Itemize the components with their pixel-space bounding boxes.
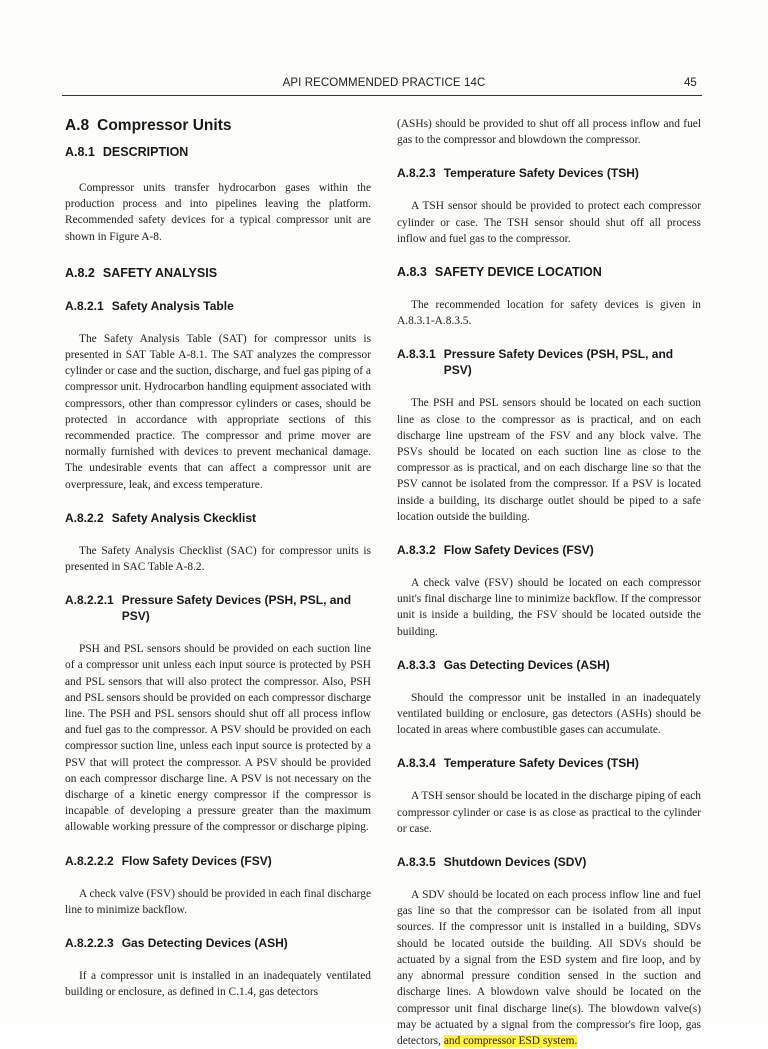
section-heading-a81 — [65, 144, 371, 160]
section-title: SAFETY DEVICE LOCATION — [434, 265, 602, 280]
paragraph-a835-text: A SDV should be located on each process inflow line and fuel gas line so that the compressor can be isolated from all input sources. If the compressor unit is installed in a building, SDVs should be located outside the building. All SDVs should be actuated by a signal from the ESD system and fire loop, and by any abnormal pressure condition sensed in the suction and discharge lines. A blowdown valve should be located on the compressor unit final discharge line(s). The blowdown valve(s) may be actuated by a signal from the compressor's fire loop, gas detectors, — [397, 889, 701, 1047]
paragraph-a8222: A check valve (FSV) should be provided in each final discharge line to minimize backflow. — [65, 887, 371, 916]
section-number: A.8.3.4 — [397, 756, 436, 771]
section-number: A.8.2 — [65, 265, 95, 280]
section-number: A.8.2.2.2 — [65, 853, 114, 868]
paragraph-a8221: PSH and PSL sensors should be provided on each suction line of a compressor unit unless each input source is protected by PSH and PSL sensors that will also protect the compressor. Also, PSH and PSL sensors should be provided on each compressor discharge line. The PSH and PSL sensors should shut off all process inflow and fuel gas to the compressor. A PSV should be provided on each compressor suction line, unless each input source is protected by a PSV that will protect the compressor. A PSV should be provided on each compressor discharge line. A PSV is not necessary on the discharge of a kinetic energy compressor if the compressor is incapable of developing a pressure greater than the maximum allowable working pressure of the compressor or discharge piping. — [65, 643, 371, 834]
paragraph-a835 — [397, 887, 701, 1049]
paragraph-a834: A TSH sensor should be located in the discharge piping of each compressor cylinder or case is as close as practical to the cylinder or case. — [397, 790, 701, 835]
section-heading-a8223 — [65, 935, 371, 951]
paragraph-a823: A TSH sensor should be provided to protect each compressor cylinder or case. The TSH sensor should shut off all process inflow and fuel gas to the compressor. — [397, 200, 701, 245]
paragraph-a83: The recommended location for safety devices is given in A.8.3.1-A.8.3.5. — [397, 299, 701, 328]
paragraph-a832: A check valve (FSV) should be located on each compressor unit's final discharge line to minimize backflow. If the compressor unit is inside a building, the FSV should be located outside the building. — [397, 577, 701, 638]
paragraph-a831: The PSH and PSL sensors should be located on each suction line as close to the compressor as is practical, and on each discharge line upstream of the FSV and any block valve. The PSVs should be located on each suction line as close to the compressor as is practical, and on each discharge line so that the PSV cannot be isolated from the compressor. If a PSV is located inside a building, its discharge outlet should be piped to a safe location outside the building. — [397, 397, 701, 523]
paragraph-a821: The Safety Analysis Table (SAT) for compressor units is presented in SAT Table A-8.1. The SAT analyzes the compressor cylinder or case and the suction, discharge, and fuel gas piping of a compressor unit. Hydrocarbon handling equipment associated with compressors, other than compressor cylinders or cases, should be protected in accordance with appropriate sections of this recommended practice. The compressor and prime mover are normally furnished with devices to prevent mechanical damage. The undesirable events that can affect a compressor unit are overpressure, leak, and excess temperature. — [65, 332, 371, 491]
section-title: Flow Safety Devices (FSV) — [443, 543, 594, 558]
section-title: Temperature Safety Devices (TSH) — [443, 756, 639, 771]
paragraph-a8223-continued: (ASHs) should be provided to shut off all process inflow and fuel gas to the compressor and blowdown the compressor. — [397, 118, 701, 147]
section-heading-a822 — [65, 510, 371, 526]
section-title: Safety Analysis Ckecklist — [111, 510, 257, 525]
section-heading-a832 — [397, 542, 701, 558]
section-title: Safety Analysis Table — [111, 298, 234, 313]
paragraph-a822: The Safety Analysis Checklist (SAC) for compressor units is presented in SAC Table A-8.2. — [65, 544, 371, 574]
section-title: Temperature Safety Devices (TSH) — [443, 166, 639, 181]
section-number: A.8 — [65, 117, 90, 134]
section-heading-a83 — [397, 264, 701, 280]
section-number: A.8.2.2.1 — [65, 593, 114, 608]
page-number: 45 — [684, 77, 697, 89]
section-heading-a835 — [397, 854, 701, 870]
section-title: Shutdown Devices (SDV) — [443, 855, 587, 870]
section-number: A.8.3 — [397, 265, 427, 280]
section-title: Pressure Safety Devices (PSH, PSL, and PSV) — [443, 347, 674, 378]
section-number: A.8.2.3 — [397, 166, 436, 181]
section-heading-a821 — [65, 298, 371, 314]
right-column — [397, 116, 701, 1049]
header-rule — [62, 95, 702, 96]
section-title: Pressure Safety Devices (PSH, PSL, and PSV) — [121, 593, 352, 624]
section-number: A.8.2.1 — [65, 298, 104, 313]
section-heading-a8222 — [65, 853, 371, 869]
section-number: A.8.2.2 — [65, 510, 104, 525]
paragraph-a833: Should the compressor unit be installed in an inadequately ventilated building or enclosure, gas detectors (ASHs) should be located in areas where combustible gases can accumulate. — [397, 691, 701, 737]
section-title: Gas Detecting Devices (ASH) — [121, 936, 288, 951]
section-number: A.8.3.2 — [397, 543, 436, 558]
section-heading-a8221 — [65, 592, 371, 624]
section-heading-a8 — [65, 116, 371, 136]
section-heading-a831 — [397, 346, 701, 378]
section-number: A.8.1 — [65, 145, 95, 159]
section-title: SAFETY ANALYSIS — [102, 265, 218, 280]
section-number: A.8.3.5 — [397, 855, 436, 870]
section-number: A.8.3.3 — [397, 657, 436, 672]
section-title: Compressor Units — [97, 117, 232, 134]
section-number: A.8.3.1 — [397, 347, 436, 362]
section-title: DESCRIPTION — [102, 145, 189, 159]
running-title: API RECOMMENDED PRACTICE 14C — [282, 77, 486, 89]
highlighted-text: and compressor ESD system. — [443, 1034, 578, 1047]
section-heading-a834 — [397, 755, 701, 771]
section-title: Flow Safety Devices (FSV) — [121, 853, 272, 868]
section-heading-a833 — [397, 657, 701, 673]
section-number: A.8.2.2.3 — [65, 936, 114, 951]
left-column — [65, 116, 371, 1001]
section-title: Gas Detecting Devices (ASH) — [443, 657, 610, 672]
section-heading-a823 — [397, 165, 701, 181]
paragraph-a8223: If a compressor unit is installed in an inadequately ventilated building or enclosure, as defined in C.1.4, gas detectors — [65, 970, 371, 999]
section-heading-a82 — [65, 265, 371, 281]
paragraph-a81: Compressor units transfer hydrocarbon gases within the production process and into pipelines leaving the platform. Recommended safety devices for a typical compressor unit are shown in Figure A-8. — [65, 182, 371, 243]
